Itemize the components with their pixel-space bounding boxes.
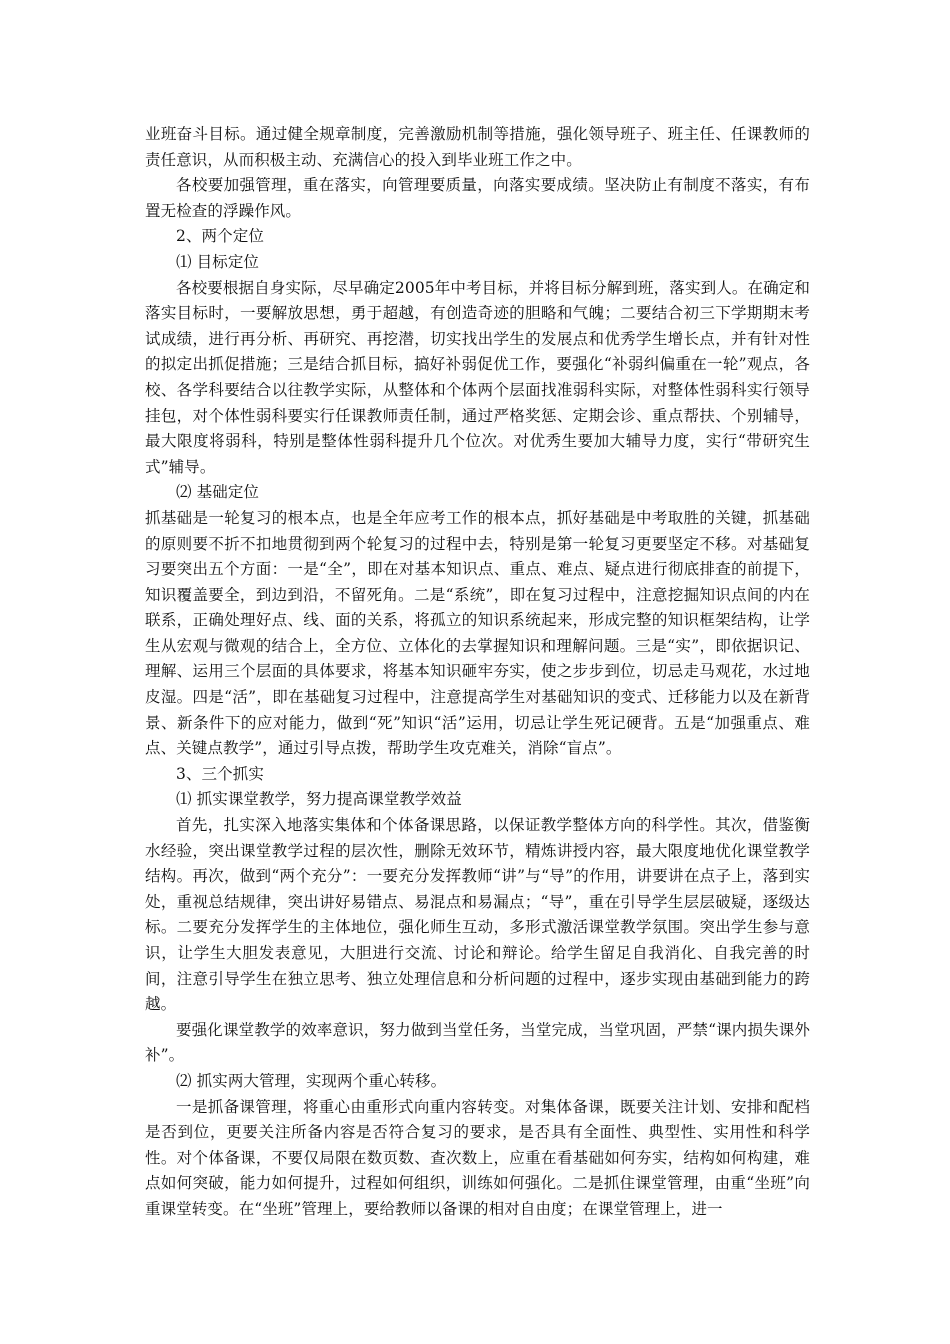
paragraph-goal-positioning: 各校要根据自身实际，尽早确定2005年中考目标，并将目标分解到班，落实到人。在确定和落实目标时，一要解放思想，勇于超越，有创造奇迹的胆略和气魄；二要结合初三下学期期末考试成绩，进行再分析、再研究、再挖潜，切实找出学生的发展点和优秀学生增长点，并有针对性的拟定出抓促措施；三是结合抓目标，搞好补弱促优工作，要强化“补弱纠偏重在一轮”观点，各校、各学科要结合以往教学实际，从整体和个体两个层面找准弱科实际，对整体性弱科实行领导挂包，对个体性弱科要实行任课教师责任制，通过严格奖惩、定期会诊、重点帮扶、个别辅导，最大限度将弱科，特别是整体性弱科提升几个位次。对优秀生要加大辅导力度，实行“带研究生式”辅导。 — [145, 278, 810, 476]
subheading-goal-positioning: ⑴ 目标定位 — [176, 252, 260, 271]
section-heading-three-tasks: 3、三个抓实 — [176, 764, 264, 783]
paragraph-two-managements: 一是抓备课管理，将重心由重形式向重内容转变。对集体备课，既要关注计划、安排和配档是否到位，更要关注所备内容是否符合复习的要求，是否具有全面性、典型性、实用性和科学性。对个体备课，不要仅局限在数页数、查次数上，应重在看基础如何夯实，结构如何构建，难点如何突破，能力如何提升，过程如何组织，训练如何强化。二是抓住课堂管理，由重“坐班”向重课堂转变。在“坐班”管理上，要给教师以备课的相对自由度；在课堂管理上，进一 — [145, 1097, 810, 1218]
paragraph-management: 各校要加强管理，重在落实，向管理要质量，向落实要成绩。坚决防止有制度不落实，有布置无检查的浮躁作风。 — [145, 176, 810, 220]
document-page — [145, 122, 810, 1223]
section-heading-two-positions: 2、两个定位 — [176, 227, 264, 246]
paragraph-classroom-teaching: 首先，扎实深入地落实集体和个体备课思路，以保证教学整体方向的科学性。其次，借鉴衡水经验，突出课堂教学过程的层次性，删除无效环节，精炼讲授内容，最大限度地优化课堂教学结构。再次，做到“两个充分”：一要充分发挥教师“讲”与“导”的作用，讲要讲在点子上，落到实处，重视总结规律，突出讲好易错点、易混点和易漏点；“导”，重在引导学生层层破疑，逐级达标。二要充分发挥学生的主体地位，强化师生互动，多形式激活课堂教学氛围。突出学生参与意识，让学生大胆发表意见，大胆进行交流、讨论和辩论。给学生留足自我消化、自我完善的时间，注意引导学生在独立思考、独立处理信息和分析问题的过程中，逐步实现由基础到能力的跨越。 — [145, 816, 810, 1014]
paragraph-foundation-positioning: 抓基础是一轮复习的根本点，也是全年应考工作的根本点，抓好基础是中考取胜的关键，抓基础的原则要不折不扣地贯彻到两个轮复习的过程中去，特别是第一轮复习更要坚定不移。对基础复习要突出五个方面：一是“全”，即在对基本知识点、重点、难点、疑点进行彻底排查的前提下，知识覆盖要全，到边到沿，不留死角。二是“系统”，即在复习过程中，注意挖掘知识点间的内在联系，正确处理好点、线、面的关系，将孤立的知识系统起来，形成完整的知识框架结构，让学生从宏观与微观的结合上，全方位、立体化的去掌握知识和理解问题。三是“实”，即依据识记、理解、运用三个层面的具体要求，将基本知识砸牢夯实，使之步步到位，切忌走马观花，水过地皮湿。四是“活”，即在基础复习过程中，注意提高学生对基础知识的变式、迁移能力以及在新背景、新条件下的应对能力，做到“死”知识“活”运用，切忌让学生死记硬背。五是“加强重点、难点、关键点教学”，通过引导点拨，帮助学生攻克难关，消除“盲点”。 — [145, 508, 810, 758]
subheading-foundation-positioning: ⑵ 基础定位 — [176, 483, 260, 502]
subheading-classroom-teaching: ⑴ 抓实课堂教学，努力提高课堂教学效益 — [176, 790, 462, 809]
paragraph-efficiency: 要强化课堂教学的效率意识，努力做到当堂任务，当堂完成，当堂巩固，严禁“课内损失课外补”。 — [145, 1020, 810, 1065]
paragraph-continuation: 业班奋斗目标。通过健全规章制度，完善激励机制等措施，强化领导班子、班主任、任课教师的责任意识，从而积极主动、充满信心的投入到毕业班工作之中。 — [145, 125, 810, 169]
subheading-two-managements: ⑵ 抓实两大管理，实现两个重心转移。 — [176, 1071, 447, 1090]
